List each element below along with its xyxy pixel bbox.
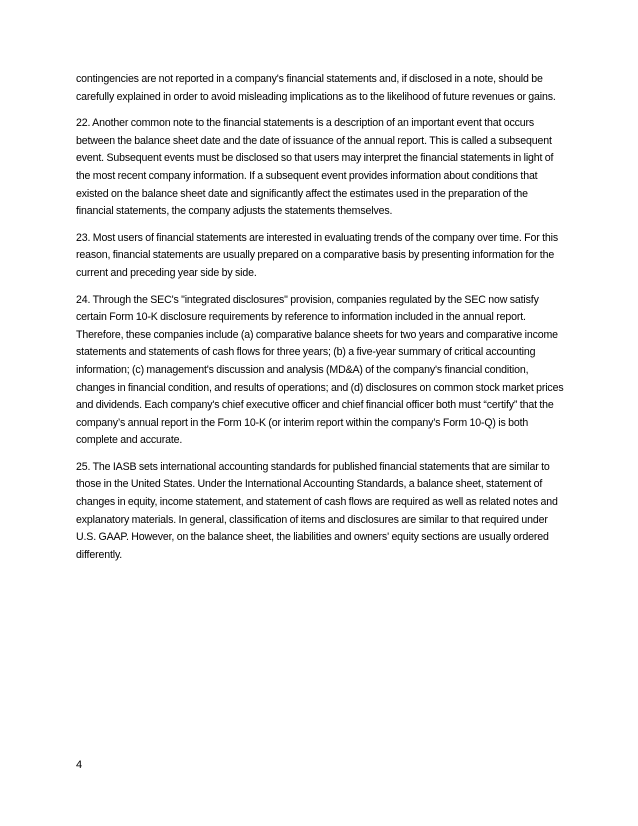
paragraph-22-subsequent-events: 22. Another common note to the financial statements is a description of an important event that occurs between the balance sheet date and the date of issuance of the annual report. This is called a subsequent event. Subsequent events must be disclosed so that users may interpret the financial statements in light of the most recent company information. If a subsequent event provides information about conditions that existed on the balance sheet date and significantly affect the estimates used in the preparation of the financial statements, the company adjusts the statements themselves.: [76, 117, 554, 218]
page-number: 4: [76, 759, 83, 771]
paragraph-contingencies: contingencies are not reported in a company's financial statements and, if disclosed in a note, should be carefully explained in order to avoid misleading implications as to the likelihood of future revenues or gains.: [76, 73, 556, 103]
paragraph-24-integrated-disclosures: 24. Through the SEC's "integrated disclosures" provision, companies regulated by the SEC now satisfy certain Form 10-K disclosure requirements by reference to information included in the annual report. Therefore, these companies include (a) comparative balance sheets for two years and comparative income statements and statements of cash flows for three years; (b) a five-year summary of critical accounting information; (c) management's discussion and analysis (MD&A) of the company's financial condition, changes in financial condition, and results of operations; and (d) disclosures on common stock market prices and dividends. Each company's chief executive officer and chief financial officer both must “certify” that the company’s annual report in the Form 10-K (or interim report within the company’s Form 10-Q) is both complete and accurate.: [76, 293, 564, 447]
document-body: [76, 71, 566, 573]
paragraph-25-iasb: 25. The IASB sets international accounting standards for published financial statements that are similar to those in the United States. Under the International Accounting Standards, a balance sheet, statement of changes in equity, income statement, and statement of cash flows are required as well as related notes and explanatory materials. In general, classification of items and disclosures are similar to that required under U.S. GAAP. However, on the balance sheet, the liabilities and owners' equity sections are usually ordered differently.: [76, 460, 558, 561]
paragraph-23-comparative-basis: 23. Most users of financial statements are interested in evaluating trends of the company over time. For this reason, financial statements are usually prepared on a comparative basis by presenting information for the current and preceding year side by side.: [76, 231, 559, 279]
